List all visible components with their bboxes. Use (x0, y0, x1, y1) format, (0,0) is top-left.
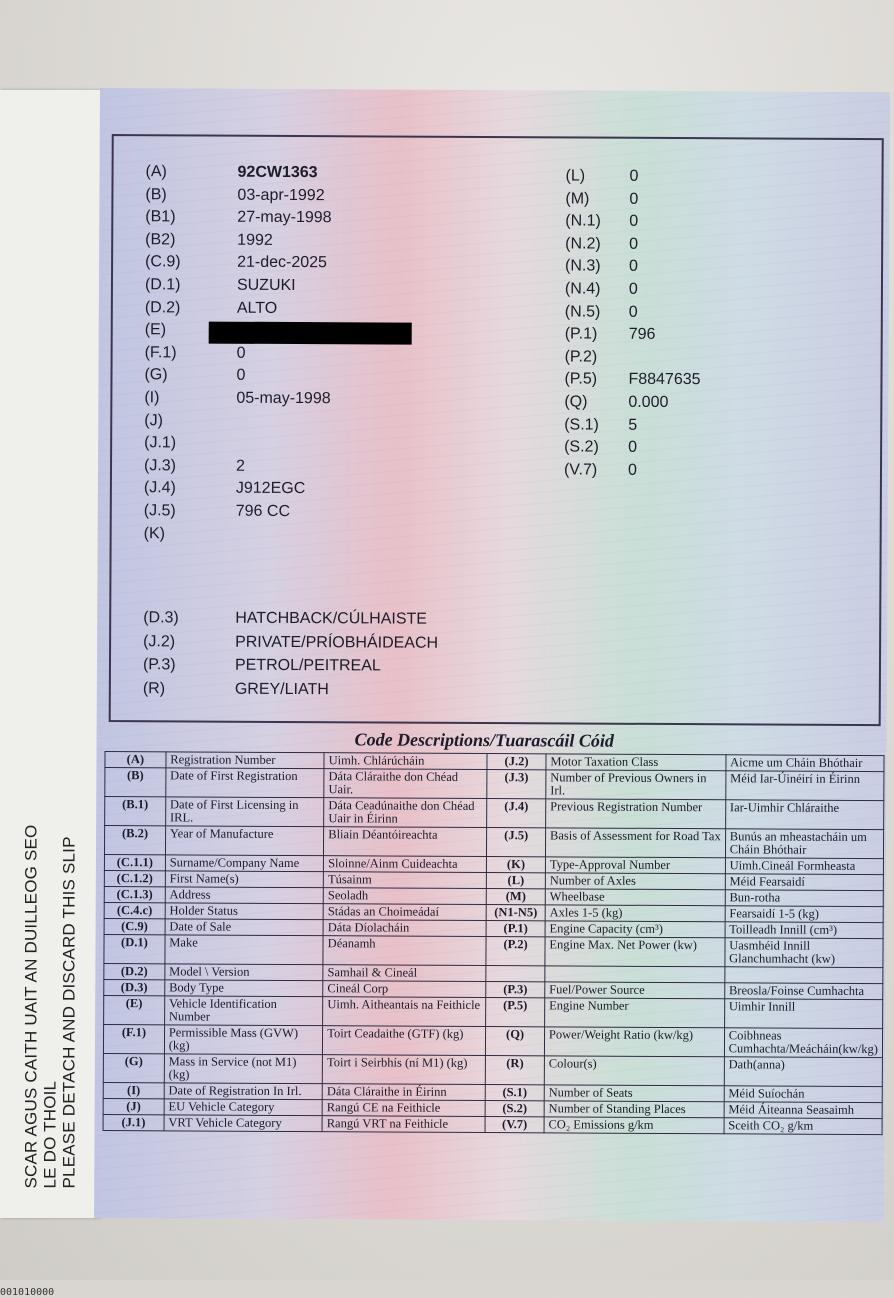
field-value: F8847635 (628, 371, 701, 389)
table-cell: Bunús an mheastacháin um Cháin Bhóthair (725, 829, 883, 859)
table-cell: Coibhneas Cumhachta/Meácháin(kw/kg) (724, 1028, 882, 1058)
field-code: (D.2) (144, 298, 181, 317)
table-cell: (D.3) (104, 980, 165, 996)
table-cell: Samhail & Cineál (323, 965, 486, 982)
field-code: (I) (144, 389, 160, 407)
table-cell: Rangú CE na Feithicle (322, 1100, 485, 1117)
table-cell: Dáta Díolacháin (323, 920, 486, 937)
field-code: (J) (144, 411, 163, 429)
table-cell: Méid Áiteanna Seasaimh (724, 1102, 882, 1119)
field-value: 0 (236, 367, 246, 385)
table-cell: Body Type (165, 980, 323, 997)
field-code: (M) (565, 190, 590, 208)
table-cell: (J.2) (487, 754, 546, 770)
detach-slip (0, 90, 100, 1298)
table-cell: Holder Status (165, 903, 323, 920)
table-cell: (J) (103, 1099, 164, 1115)
table-cell: Date of Sale (165, 919, 323, 936)
field-code: (J.2) (143, 632, 176, 650)
table-cell: Méid Iar-Úinéirí in Éirinn (725, 771, 883, 801)
table-row (103, 1115, 882, 1135)
field-code: (V.7) (563, 461, 598, 479)
table-row (105, 768, 884, 801)
table-cell: Make (165, 935, 324, 965)
table-cell: Model \ Version (165, 964, 323, 981)
table-cell: (D.2) (104, 964, 165, 980)
table-cell: (P.5) (486, 998, 545, 1027)
field-code: (P.5) (564, 370, 598, 388)
slip-line-english: PLEASE DETACH AND DISCARD THIS SLIP (59, 836, 79, 1189)
field-value: 0 (628, 280, 638, 298)
field-value: 05-may-1998 (236, 389, 331, 408)
field-value: 5 (628, 416, 638, 434)
table-cell: Vehicle Identification Number (164, 996, 323, 1026)
table-cell: (P.2) (486, 937, 545, 966)
table-cell: Date of Registration In Irl. (164, 1083, 322, 1100)
table-cell: Stádas an Choimeádaí (323, 904, 486, 921)
table-cell (545, 966, 725, 983)
table-cell: Mass in Service (not M1) (kg) (164, 1054, 323, 1084)
table-cell: (C.1.2) (104, 871, 165, 887)
table-cell: Toirt Ceadaithe (GTF) (kg) (323, 1026, 486, 1056)
table-cell: Méid Suíochán (724, 1086, 882, 1103)
table-cell: Colour(s) (544, 1056, 724, 1086)
table-row (105, 797, 884, 830)
field-value: PRIVATE/PRÍOBHÁIDEACH (235, 633, 439, 652)
field-value: 92CW1363 (237, 163, 318, 182)
table-cell: Number of Seats (544, 1085, 724, 1102)
table-cell: Date of First Registration (166, 768, 325, 798)
field-value: SUZUKI (236, 276, 296, 295)
table-cell: (C.1.1) (104, 855, 165, 871)
table-cell: (B) (105, 768, 166, 797)
table-cell: Toilleadh Innill (cm³) (725, 922, 883, 939)
table-cell: Déanamh (323, 936, 486, 966)
table-cell: (C.4.c) (104, 903, 165, 919)
table-row (103, 1054, 882, 1087)
table-cell: Previous Registration Number (546, 799, 726, 829)
table-cell: (K) (487, 857, 546, 873)
code-descriptions-table (103, 751, 885, 1135)
table-cell: (E) (104, 996, 165, 1025)
table-cell: Year of Manufacture (165, 826, 324, 856)
table-cell: Number of Axles (545, 873, 725, 890)
field-code: (L) (565, 167, 586, 185)
table-cell: Uimh. Chlárúcháin (324, 753, 487, 770)
field-value: PETROL/PEITREAL (234, 656, 381, 675)
table-cell: Rangú VRT na Feithicle (322, 1116, 485, 1133)
table-cell: VRT Vehicle Category (164, 1115, 322, 1132)
table-cell (725, 967, 883, 984)
table-cell: (S.2) (485, 1101, 544, 1117)
field-code: (E) (144, 321, 167, 339)
field-code: (P.3) (142, 656, 176, 674)
table-cell: Date of First Licensing in IRL. (165, 797, 324, 827)
table-row (104, 826, 883, 859)
vehicle-licence-document (94, 88, 890, 1222)
table-cell: Registration Number (166, 752, 324, 769)
table-cell: Uimh.Cineál Formheasta (725, 858, 883, 875)
table-cell: (A) (105, 752, 166, 768)
table-cell: Túsainm (323, 872, 486, 889)
field-value: HATCHBACK/CÚLHAISTE (235, 609, 428, 628)
table-cell: (Q) (486, 1027, 545, 1056)
table-cell: Axles 1-5 (kg) (545, 905, 725, 922)
field-code: (Q) (564, 393, 588, 411)
table-row (104, 996, 883, 1029)
field-value: 0 (236, 344, 246, 362)
table-cell: (L) (487, 873, 546, 889)
field-value: 0 (628, 303, 638, 321)
field-value: J912EGC (235, 480, 306, 498)
table-cell: Seoladh (323, 888, 486, 905)
table-cell: Engine Number (544, 998, 724, 1028)
table-cell: Fuel/Power Source (545, 982, 725, 999)
table-cell: (M) (486, 889, 545, 905)
table-cell: (J.1) (103, 1115, 164, 1131)
field-code: (D.3) (143, 609, 179, 627)
field-code: (C.9) (145, 253, 181, 271)
field-code: (N.5) (564, 303, 601, 321)
table-cell: Dáta Ceadúnaithe don Chéad Uair in Éirinn (324, 798, 487, 828)
field-code: (J.5) (143, 502, 176, 520)
field-value: GREY/LIATH (234, 680, 329, 698)
table-cell: (R) (485, 1056, 544, 1085)
slip-line-irish-2: LE DO THOIL (40, 1080, 60, 1189)
field-value: 0 (629, 235, 639, 253)
table-cell: (J.5) (487, 828, 546, 857)
table-cell: EU Vehicle Category (164, 1099, 322, 1116)
table-cell: Surname/Company Name (165, 855, 323, 872)
table-cell: Dáta Cláraithe in Éirinn (322, 1084, 485, 1101)
table-cell: Engine Capacity (cm³) (545, 921, 725, 938)
slip-instructions (22, 139, 79, 1189)
field-value: 27-may-1998 (237, 208, 332, 227)
field-code: (J.3) (143, 457, 177, 475)
table-cell: Number of Standing Places (544, 1101, 724, 1118)
field-value: ALTO (236, 299, 278, 317)
table-cell: (B.1) (105, 797, 166, 826)
field-code: (P.2) (564, 348, 598, 366)
table-cell: (V.7) (485, 1117, 544, 1133)
table-cell: Dáta Cláraithe don Chéad Uair. (324, 769, 487, 799)
field-value: 0.000 (628, 393, 669, 411)
table-cell: (C.1.3) (104, 887, 165, 903)
table-cell: Basis of Assessment for Road Tax (545, 828, 725, 858)
vehicle-details-box (109, 134, 884, 726)
table-cell: (G) (103, 1054, 164, 1083)
table-cell: (B.2) (104, 826, 165, 855)
field-value: 0 (627, 461, 637, 479)
table-cell: Engine Max. Net Power (kw) (545, 937, 725, 967)
table-cell: Bun-rotha (725, 890, 883, 907)
field-code: (N.3) (565, 257, 601, 276)
table-cell: (J.3) (487, 770, 546, 799)
table-cell: First Name(s) (165, 871, 323, 888)
table-cell: Motor Taxation Class (546, 754, 726, 771)
table-row (103, 1025, 882, 1058)
table-cell: (P.1) (486, 921, 545, 937)
table-cell: (N1-N5) (486, 905, 545, 921)
table-cell: Fearsaidí 1-5 (kg) (725, 906, 883, 923)
table-cell (486, 966, 545, 982)
table-cell: Sceith CO₂ g/km (724, 1118, 882, 1135)
field-value: 03-apr-1992 (237, 186, 325, 204)
table-cell: Dath(anna) (724, 1057, 882, 1087)
field-code: (G) (144, 366, 168, 384)
slip-serial-number: 001010000 (0, 1287, 55, 1298)
field-value: 0 (629, 167, 639, 185)
table-cell: Uimh. Aitheantais na Feithicle (323, 997, 486, 1027)
field-value: 21-dec-2025 (237, 254, 327, 272)
field-code: (A) (145, 163, 167, 181)
table-cell: Wheelbase (545, 889, 725, 906)
field-code: (B) (145, 185, 167, 203)
table-cell: (D.1) (104, 935, 165, 964)
field-code: (J.1) (144, 434, 177, 452)
field-code: (N.4) (564, 280, 601, 298)
table-cell: Aicme um Cháin Bhóthair (726, 755, 884, 772)
table-cell: Cineál Corp (323, 981, 486, 998)
field-code: (J.4) (143, 479, 176, 497)
table-cell: (I) (103, 1083, 164, 1099)
field-code: (B1) (145, 208, 176, 226)
field-code: (B2) (145, 231, 176, 249)
table-cell: (S.1) (485, 1085, 544, 1101)
field-value: 2 (235, 457, 245, 475)
field-code: (P.1) (564, 325, 598, 343)
field-code: (N.2) (565, 235, 601, 253)
field-value: 0 (628, 438, 638, 457)
table-cell: (F.1) (103, 1025, 164, 1054)
table-cell: Permissible Mass (GVW) (kg) (164, 1025, 323, 1055)
table-cell: Uasmhéid Innill Glanchumhacht (kw) (725, 938, 883, 968)
field-value: 0 (629, 212, 639, 231)
table-row (104, 935, 883, 968)
table-cell: Bliain Déantóireachta (324, 827, 487, 857)
table-cell: Address (165, 887, 323, 904)
field-code: (K) (143, 524, 166, 542)
field-code: (S.2) (564, 438, 599, 456)
field-code: (F.1) (144, 344, 177, 362)
table-cell: Iar-Uimhir Chláraithe (725, 800, 883, 830)
table-cell: (P.3) (486, 982, 545, 998)
slip-line-irish: SCAR AGUS CAITH UAIT AN DUILLEOG SEO (21, 824, 41, 1189)
field-code: (S.1) (564, 416, 599, 434)
field-value: 1992 (237, 231, 273, 249)
field-value: 796 (628, 325, 656, 344)
table-cell: Breosla/Foinse Cumhachta (724, 983, 882, 1000)
redaction-bar (209, 322, 412, 345)
code-descriptions-title: Code Descriptions/Tuarascáil Cóid (354, 729, 615, 751)
table-cell: Power/Weight Ratio (kw/kg) (544, 1027, 724, 1057)
table-cell: Sloinne/Ainm Cuideachta (324, 856, 487, 873)
table-cell: Toirt i Seirbhís (ní M1) (kg) (322, 1055, 485, 1085)
table-cell: Number of Previous Owners in Irl. (546, 770, 726, 800)
table-cell: Type-Approval Number (545, 857, 725, 874)
field-value: 0 (629, 190, 639, 208)
field-value: 796 CC (235, 502, 291, 521)
table-cell: (C.9) (104, 919, 165, 935)
table-cell: (J.4) (487, 799, 546, 828)
field-code: (N.1) (565, 212, 601, 230)
table-cell: Uimhir Innill (724, 999, 882, 1029)
field-code: (R) (142, 679, 166, 697)
table-cell: CO₂ Emissions g/km (544, 1117, 724, 1134)
table-cell: Méid Fearsaidí (725, 874, 883, 891)
field-value: 0 (629, 258, 639, 276)
field-code: (D.1) (144, 276, 181, 294)
